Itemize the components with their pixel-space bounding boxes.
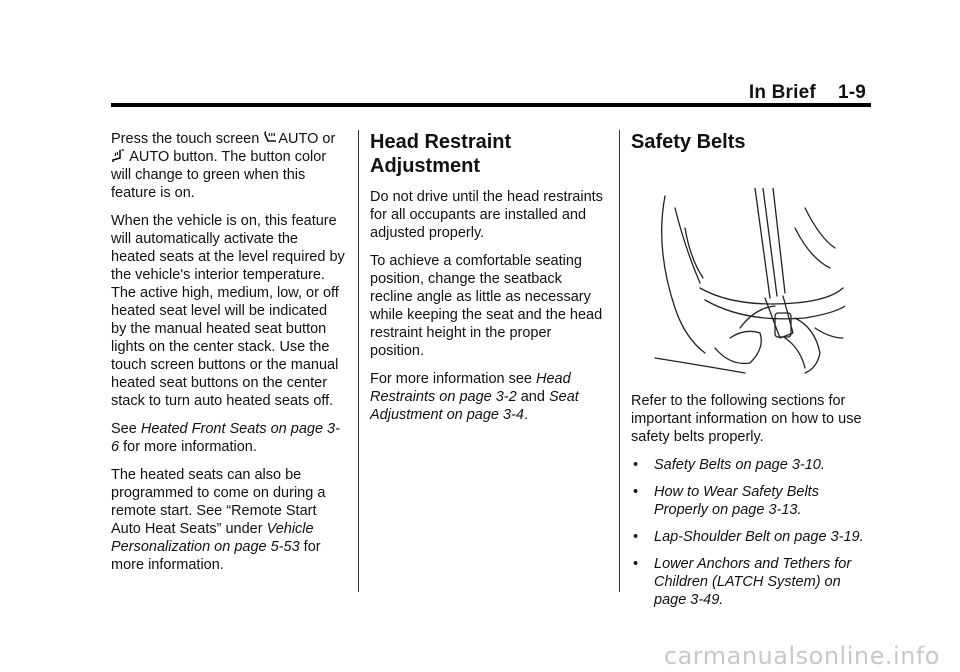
paragraph: Do not drive until the head restraints for all occupants are installed and adjusted properly.: [370, 189, 603, 241]
cross-reference-link[interactable]: Vehicle Personalization on page 5-53: [111, 521, 314, 555]
paragraph: Press the touch screen AUTO or AUTO button. The button color will change to green when this feature is on.: [111, 131, 336, 201]
page-header: [749, 82, 866, 104]
list-item[interactable]: • How to Wear Safety Belts Properly on page 3-13.: [631, 483, 871, 519]
paragraph: Refer to the following sections for important information on how to use safety belts properly.: [631, 393, 862, 445]
list-item[interactable]: • Safety Belts on page 3-10.: [631, 456, 871, 474]
section-heading: Head Restraint Adjustment: [370, 131, 512, 177]
list-item[interactable]: • Lower Anchors and Tethers for Children (LATCH System) on page 3-49.: [631, 555, 871, 609]
paragraph: To achieve a comfortable seating position, change the seatback recline angle as little as necessary while keeping the seat and the head restraint height in the proper position.: [370, 253, 603, 359]
watermark: carmanualsonline.info: [663, 642, 940, 670]
column-heated-seats: [111, 130, 346, 584]
column-divider: [358, 130, 359, 592]
header-rule: [111, 103, 871, 107]
paragraph: See Heated Front Seats on page 3-6 for more information.: [111, 421, 340, 455]
paragraph: When the vehicle is on, this feature will automatically activate the heated seats at the level required by the vehicle's interior temperature. The active high, medium, low, or off heated seat level will be indicated by the manual heated seat button lights on the center stack. Use the touch screen buttons or the manual heated seat buttons on the center stack to turn auto heated seats off.: [111, 213, 345, 409]
list-item[interactable]: • Lap-Shoulder Belt on page 3-19.: [631, 528, 871, 546]
cross-reference-link[interactable]: Heated Front Seats on page 3-6: [111, 421, 340, 455]
paragraph: The heated seats can also be programmed to come on during a remote start. See “Remote Start Auto Heat Seats” under Vehicle Personalization on page 5-53 for more information.: [111, 467, 326, 573]
heated-seat-cushion-icon: [112, 149, 125, 163]
reference-list: [631, 456, 871, 609]
paragraph: For more information see Head Restraints on page 3-2 and Seat Adjustment on page 3-4.: [370, 371, 579, 423]
page-number: 1-9: [837, 82, 866, 103]
cross-reference-link[interactable]: Head Restraints on page 3-2: [370, 371, 571, 405]
heated-seatback-icon: [264, 131, 277, 145]
column-safety-belts: [631, 130, 871, 618]
column-head-restraint: [370, 130, 608, 434]
cross-reference-link[interactable]: Seat Adjustment on page 3-4: [370, 389, 579, 423]
section-heading: Safety Belts: [631, 131, 746, 153]
section-title: In Brief: [748, 82, 816, 103]
safety-belt-illustration: [645, 188, 845, 378]
column-divider: [619, 130, 620, 592]
